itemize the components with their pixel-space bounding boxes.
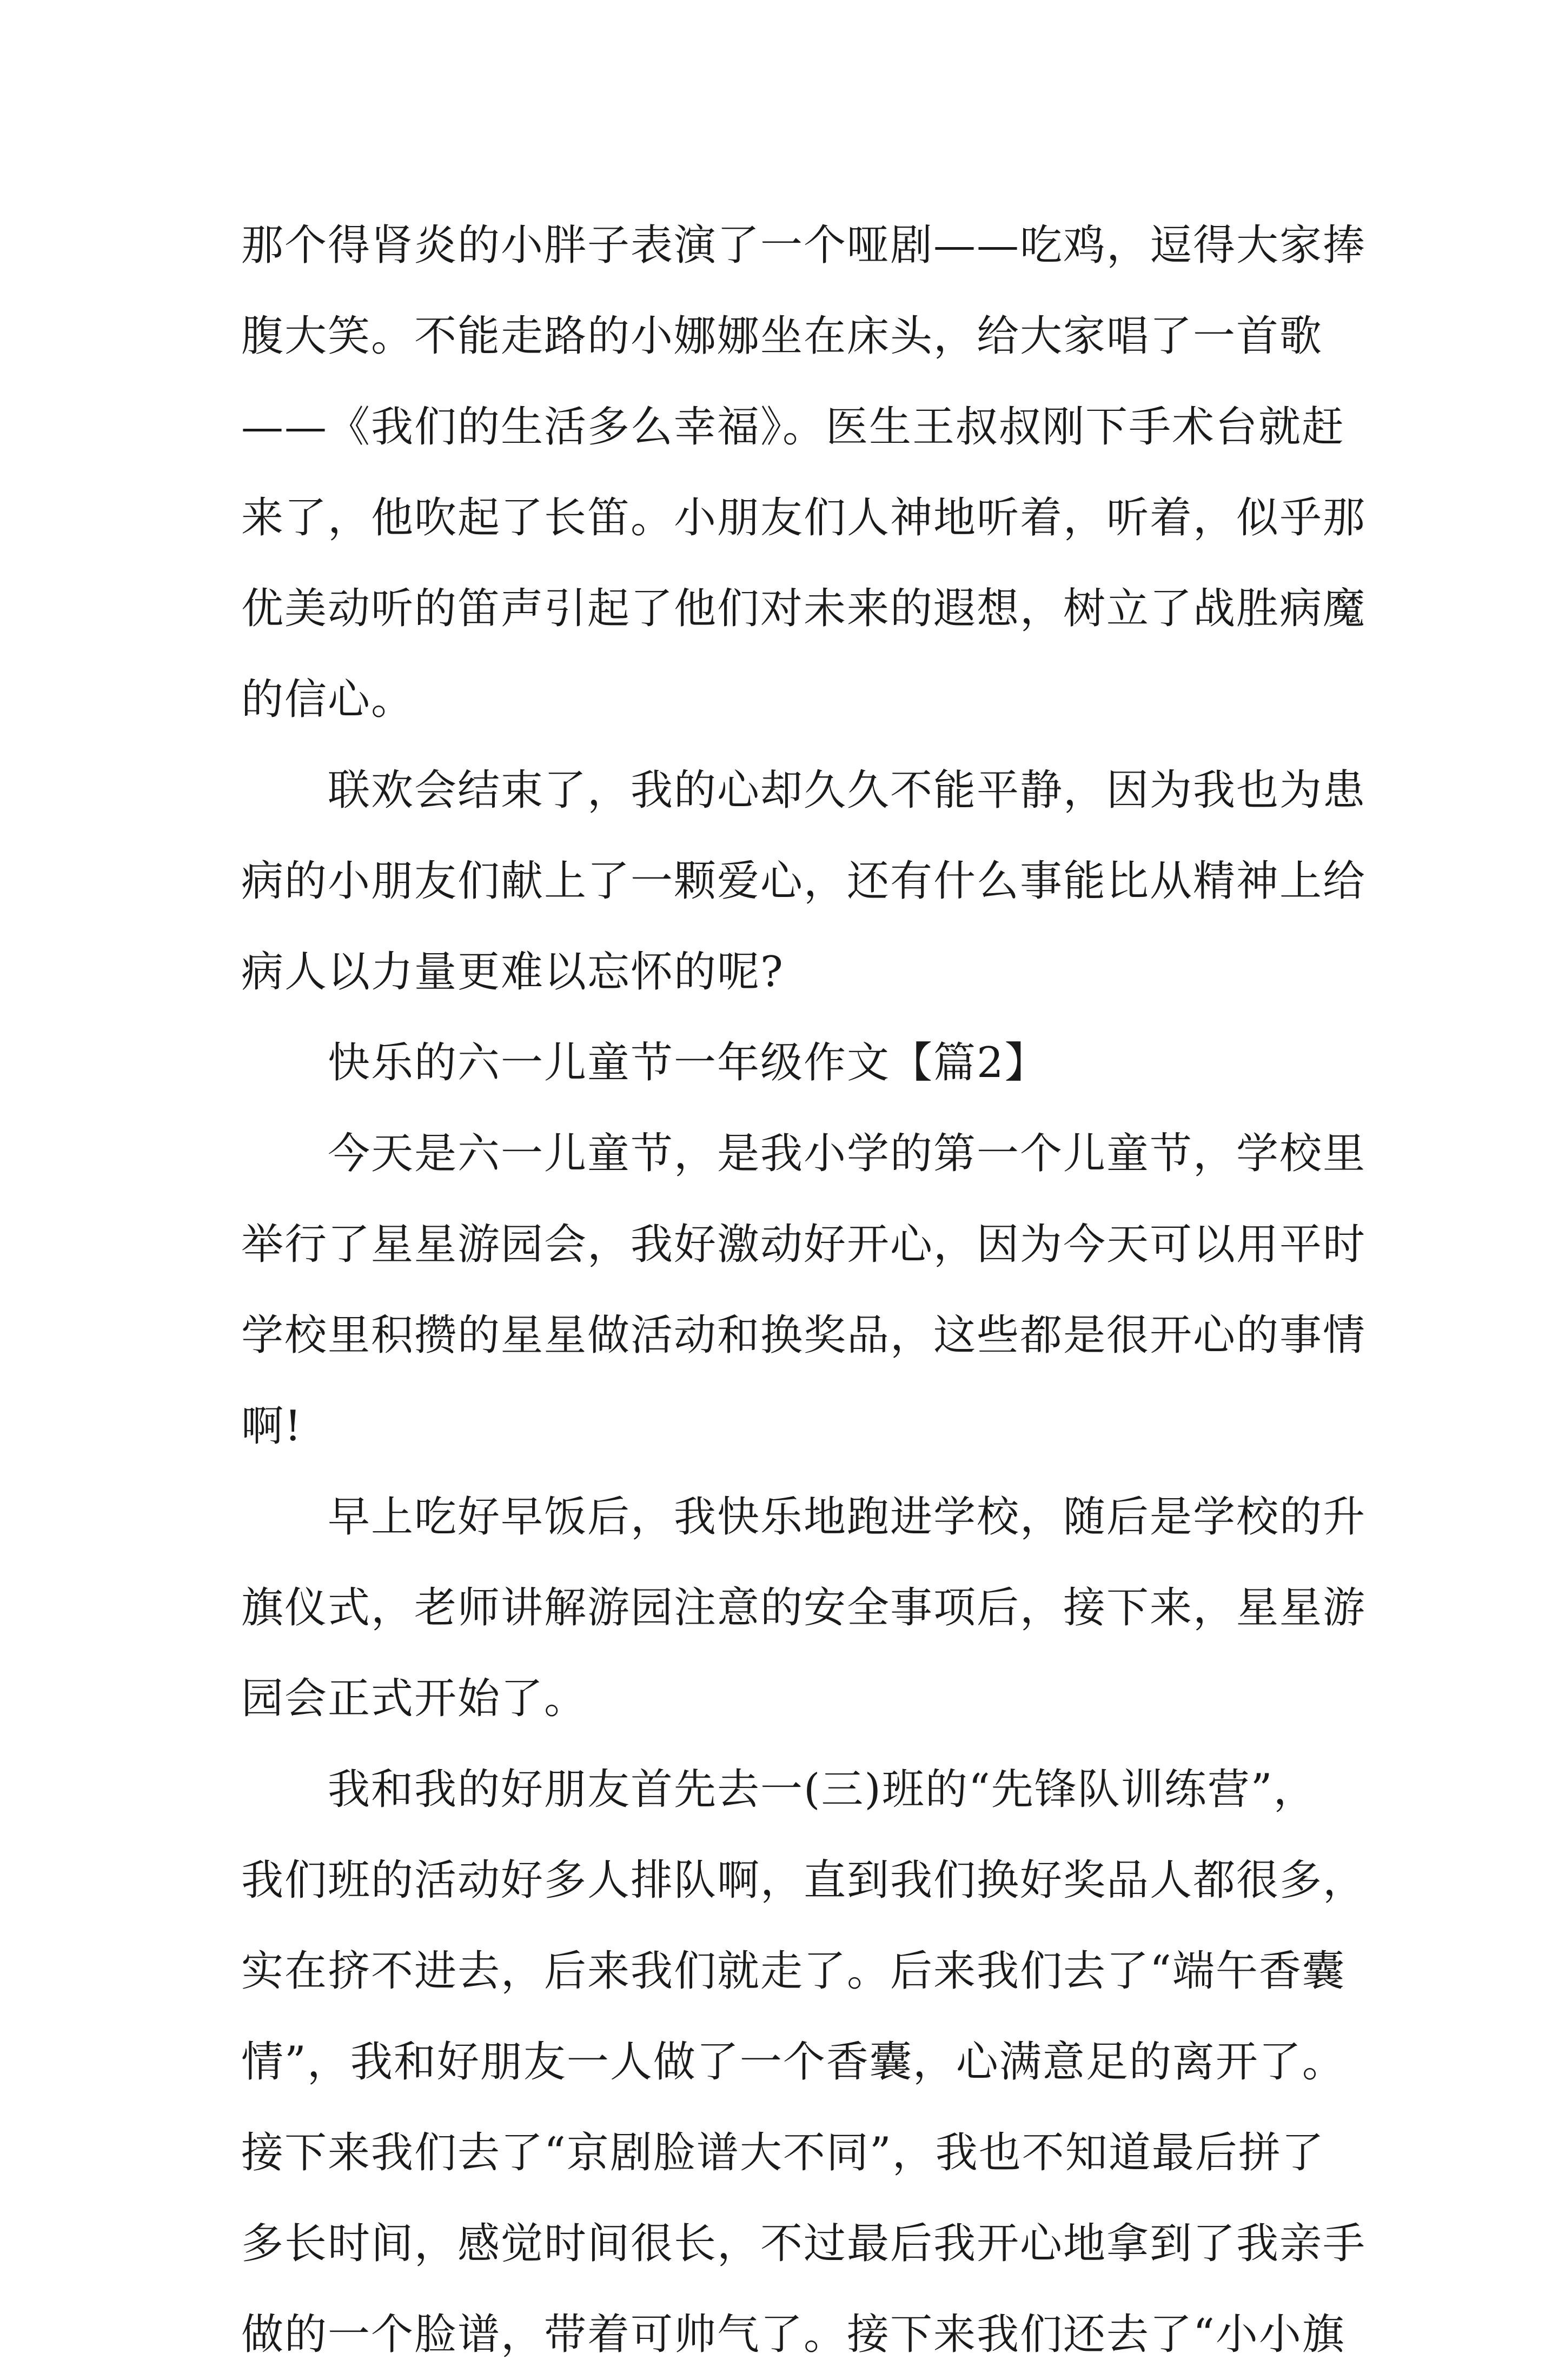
text-line: 腹大笑。不能走路的小娜娜坐在床头，给大家唱了一首歌 bbox=[241, 312, 1323, 361]
text-line: 我和我的好朋友首先去一(三)班的“先锋队训练营”， bbox=[241, 1765, 1317, 1814]
document-body bbox=[241, 200, 1367, 2380]
text-line: 的信心。 bbox=[241, 675, 415, 724]
text-line: 园会正式开始了。 bbox=[241, 1674, 588, 1723]
text-line: 病的小朋友们献上了一颗爱心，还有什么事能比从精神上给 bbox=[241, 857, 1367, 906]
text-line: 做的一个脸谱，带着可帅气了。接下来我们还去了“小小旗 bbox=[241, 2310, 1345, 2359]
text-line: 早上吃好早饭后，我快乐地跑进学校，随后是学校的升 bbox=[241, 1493, 1367, 1541]
text-line: 来了，他吹起了长笛。小朋友们人神地听着，听着，似乎那 bbox=[241, 494, 1367, 542]
text-line: 联欢会结束了，我的心却久久不能平静，因为我也为患 bbox=[241, 766, 1367, 815]
text-line: 举行了星星游园会，我好激动好开心，因为今天可以用平时 bbox=[241, 1220, 1367, 1269]
text-line: 那个得肾炎的小胖子表演了一个哑剧——吃鸡，逗得大家捧 bbox=[241, 221, 1367, 270]
text-line: 今天是六一儿童节，是我小学的第一个儿童节，学校里 bbox=[241, 1129, 1367, 1178]
text-line: 实在挤不进去，后来我们就走了。后来我们去了“端午香囊 bbox=[241, 1947, 1345, 1996]
text-line: 学校里积攒的星星做活动和换奖品，这些都是很开心的事情 bbox=[241, 1311, 1367, 1360]
text-line: ——《我们的生活多么幸福》。医生王叔叔刚下手术台就赶 bbox=[241, 403, 1345, 451]
text-line: 病人以力量更难以忘怀的呢? bbox=[241, 948, 784, 996]
text-line: 多长时间，感觉时间很长，不过最后我开心地拿到了我亲手 bbox=[241, 2219, 1367, 2268]
section-heading: 快乐的六一儿童节一年级作文【篇2】 bbox=[241, 1039, 1048, 1087]
text-line: 接下来我们去了“京剧脸谱大不同”，我也不知道最后拼了 bbox=[241, 2129, 1325, 2177]
text-line: 旗仪式，老师讲解游园注意的安全事项后，接下来，星星游 bbox=[241, 1584, 1367, 1632]
text-line: 啊! bbox=[241, 1402, 303, 1451]
text-line: 优美动听的笛声引起了他们对未来的遐想，树立了战胜病魔 bbox=[241, 584, 1367, 633]
text-line: 情”，我和好朋友一人做了一个香囊，心满意足的离开了。 bbox=[241, 2038, 1345, 2086]
text-line: 我们班的活动好多人排队啊，直到我们换好奖品人都很多， bbox=[241, 1856, 1367, 1905]
